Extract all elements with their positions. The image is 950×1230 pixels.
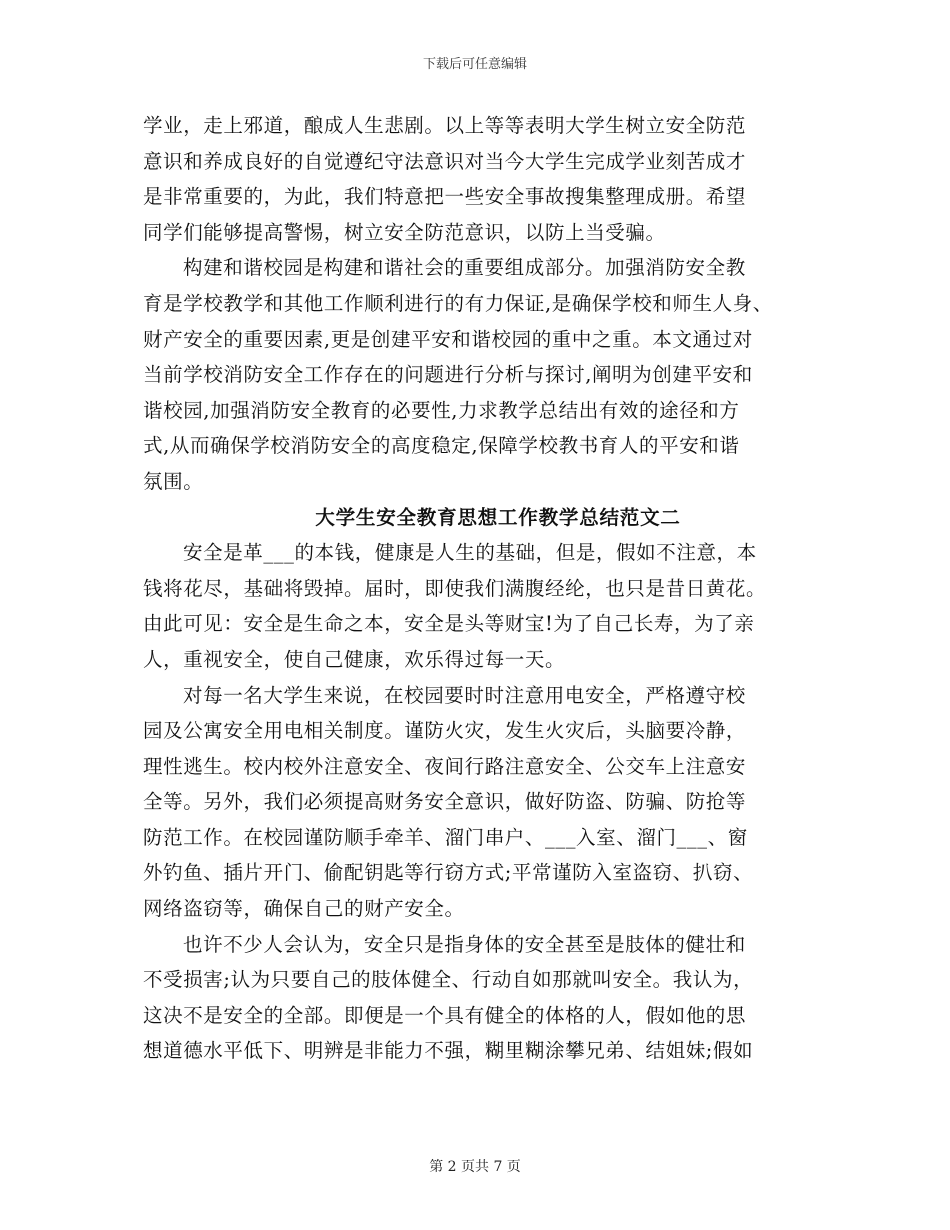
text-line: 理性逃生。校内校外注意安全、夜间行路注意安全、公交车上注意安 xyxy=(143,754,747,778)
text-line: 园及公寓安全用电相关制度。谨防火灾，发生火灾后，头脑要冷静， xyxy=(143,719,747,743)
text-line: 同学们能够提高警惕，树立安全防范意识，以防上当受骗。 xyxy=(143,220,666,244)
text-line: 当前学校消防安全工作存在的问题进行分析与探讨,阐明为创建平安和 xyxy=(143,363,753,387)
text-line: 想道德水平低下、明辨是非能力不强，糊里糊涂攀兄弟、结姐妹;假如 xyxy=(143,1039,754,1063)
text-line: 由此可见：安全是生命之本，安全是头等财宝!为了自己长寿，为了亲 xyxy=(143,612,755,636)
text-line: 是非常重要的，为此，我们特意把一些安全事故搜集整理成册。希望 xyxy=(143,185,747,209)
text-line: 学业，走上邪道，酿成人生悲剧。以上等等表明大学生树立安全防范 xyxy=(143,114,747,137)
page-header: 下载后可任意编辑 xyxy=(422,57,527,72)
text-line: 意识和养成良好的自觉遵纪守法意识对当今大学生完成学业刻苦成才 xyxy=(143,149,747,173)
text-line: 防范工作。在校园谨防顺手牵羊、溜门串户、___入室、溜门___、窗 xyxy=(143,825,748,849)
text-line: 这决不是安全的全部。即便是一个具有健全的体格的人，假如他的思 xyxy=(143,1003,747,1027)
text-line: 财产安全的重要因素,更是创建平安和谐校园的重中之重。本文通过对 xyxy=(143,327,753,351)
text-line: 外钓鱼、插片开门、偷配钥匙等行窃方式;平常谨防入室盗窃、扒窃、 xyxy=(143,861,754,885)
text-line: 对每一名大学生来说，在校园要时时注意用电安全，严格遵守校 xyxy=(183,683,746,707)
text-line: 钱将花尽，基础将毁掉。届时，即使我们满腹经纶，也只是昔日黄花。 xyxy=(143,576,767,600)
text-line: 育是学校教学和其他工作顺利进行的有力保证,是确保学校和师生人身、 xyxy=(143,291,773,315)
page-footer: 第 2 页共 7 页 xyxy=(429,1159,521,1175)
text-line: 也许不少人会认为，安全只是指身体的安全甚至是肢体的健壮和 xyxy=(183,932,746,956)
text-line: 式,从而确保学校消防安全的高度稳定,保障学校教书育人的平安和谐 xyxy=(143,434,740,458)
text-line: 人，重视安全，使自己健康，欢乐得过每一天。 xyxy=(143,647,566,671)
section-heading: 大学生安全教育思想工作教学总结范文二 xyxy=(315,505,681,529)
text-line: 网络盗窃等，确保自己的财产安全。 xyxy=(143,897,465,921)
text-line: 安全是革___的本钱，健康是人生的基础，但是，假如不注意，本 xyxy=(183,541,757,565)
text-line: 谐校园,加强消防安全教育的必要性,力求教学总结出有效的途径和方 xyxy=(143,398,740,422)
document-body xyxy=(143,108,823,1069)
text-line: 氛围。 xyxy=(143,469,204,493)
text-line: 不受损害;认为只要自己的肢体健全、行动自如那就叫安全。我认为， xyxy=(143,968,754,992)
text-line: 全等。另外，我们必须提高财务安全意识，做好防盗、防骗、防抢等 xyxy=(143,790,747,814)
text-line: 构建和谐校园是构建和谐社会的重要组成部分。加强消防安全教 xyxy=(183,256,746,280)
